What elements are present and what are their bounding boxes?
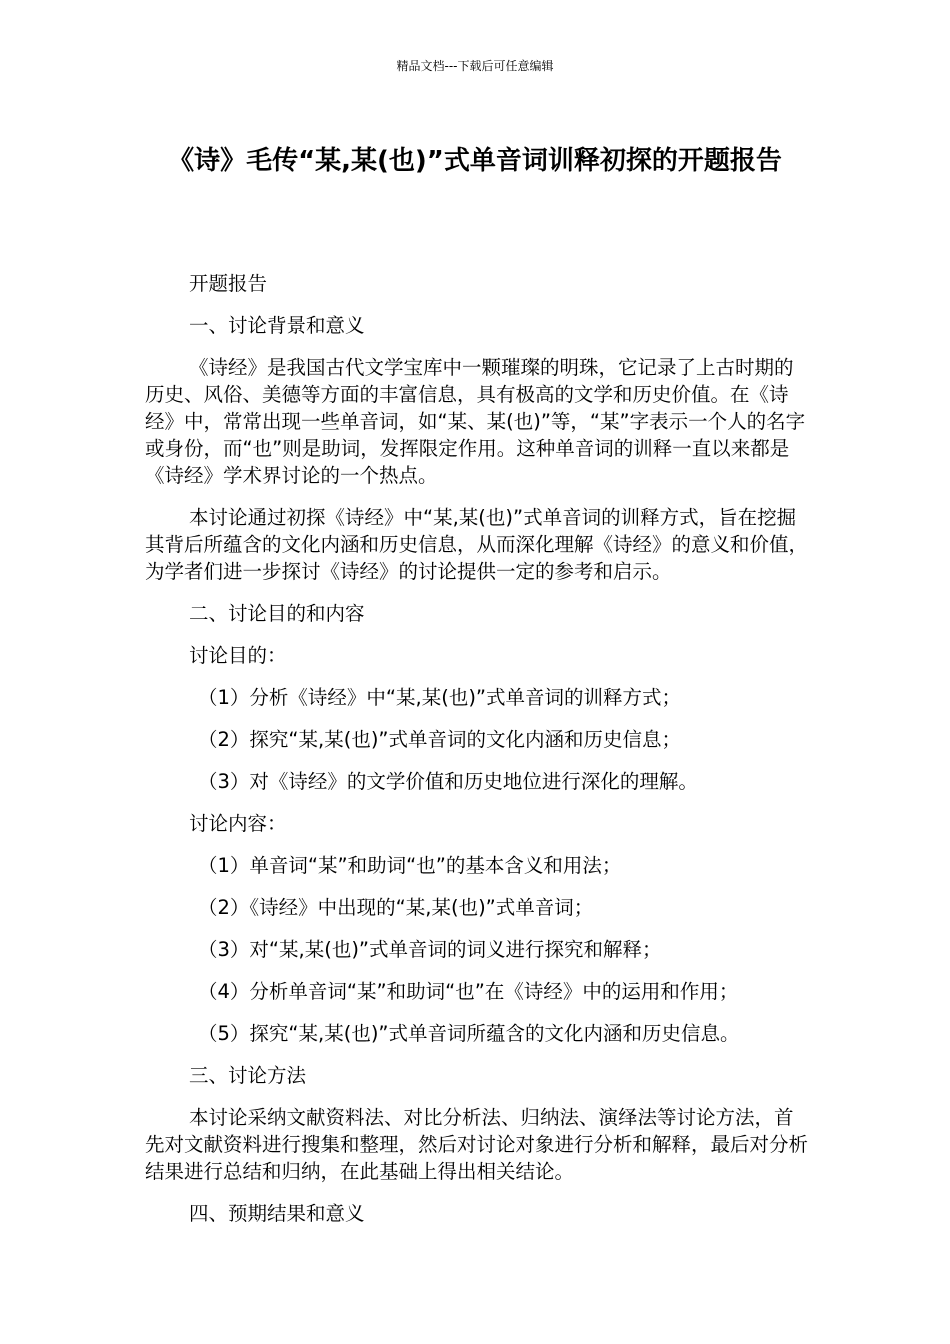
section-heading-method: 三、讨论方法 [189, 1064, 307, 1087]
list-item-goal: （2）探究“某,某(也)”式单音词的文化内涵和历史信息； [198, 728, 682, 751]
document-body [145, 270, 810, 1227]
list-item-content: （4）分析单音词“某”和助词“也”在《诗经》中的运用和作用； [198, 980, 739, 1003]
list-item-goal: （3）对《诗经》的文学价值和历史地位进行深化的理解。 [198, 770, 698, 793]
list-item-content: （1）单音词“某”和助词“也”的基本含义和用法； [198, 854, 622, 877]
list-item-goal: （1）分析《诗经》中“某,某(也)”式单音词的训释方式； [198, 686, 682, 709]
list-item-content: （2）《诗经》中出现的“某,某(也)”式单音词； [198, 896, 594, 919]
section-heading-background: 一、讨论背景和意义 [189, 314, 365, 337]
subheading-content: 讨论内容： [189, 812, 287, 835]
list-item-content: （3）对“某,某(也)”式单音词的词义进行探究和解释； [198, 938, 662, 961]
paragraph-report-label: 开题报告 [189, 272, 268, 295]
paragraph-method: 本讨论采纳文献资料法、对比分析法、归纳法、演绎法等讨论方法，首先对文献资料进行搜集和整理，然后对讨论对象进行分析和解释，最后对分析结果进行总结和归纳，在此基础上得出相关结论。 [145, 1106, 809, 1183]
section-heading-goals: 二、讨论目的和内容 [189, 602, 365, 625]
section-heading-expected-results: 四、预期结果和意义 [189, 1202, 365, 1225]
paragraph-background: 《诗经》是我国古代文学宝库中一颗璀璨的明珠，它记录了上古时期的历史、风俗、美德等方面的丰富信息，具有极高的文学和历史价值。在《诗经》中，常常出现一些单音词，如“某、某(也)”等，“某”字表示一个人的名字或身份，而“也”则是助词，发挥限定作用。这种单音词的训释一直以来都是《诗经》学术界讨论的一个热点。 [145, 356, 806, 487]
page-header-note: 精品文档---下载后可任意编辑 [396, 59, 554, 73]
paragraph-purpose-summary: 本讨论通过初探《诗经》中“某,某(也)”式单音词的训释方式，旨在挖掘其背后所蕴含的文化内涵和历史信息，从而深化理解《诗经》的意义和价值，为学者们进一步探讨《诗经》的讨论提供一定的参考和启示。 [145, 506, 809, 583]
subheading-goals: 讨论目的： [189, 644, 287, 667]
document-title: 《诗》毛传“某,某(也)”式单音词训释初探的开题报告 [168, 146, 782, 176]
list-item-content: （5）探究“某,某(也)”式单音词所蕴含的文化内涵和历史信息。 [198, 1022, 740, 1045]
